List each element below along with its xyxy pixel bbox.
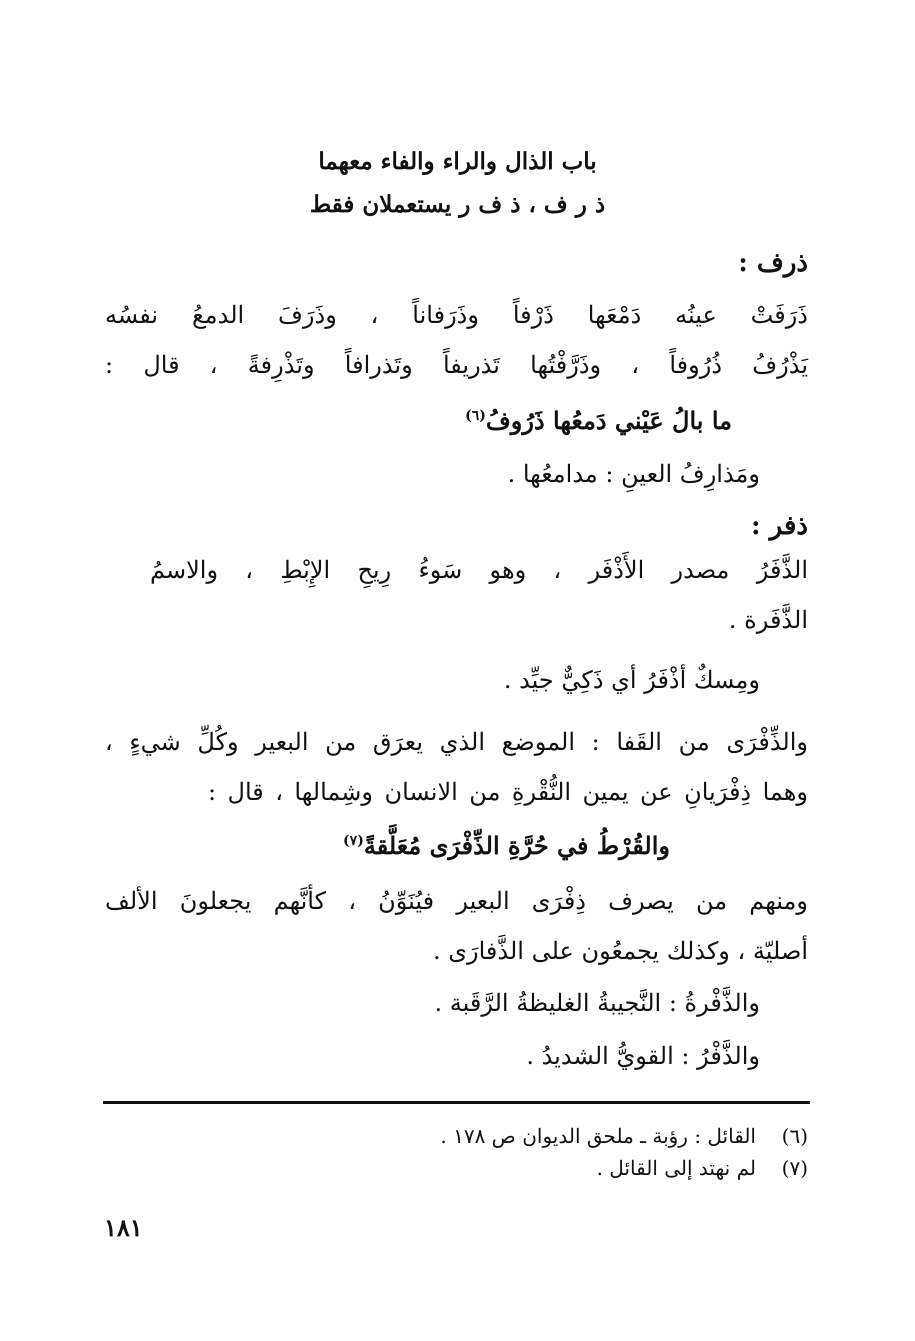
text-line: الذَّفَرُ مصدر الأَذْفَر ، وهو سَوءُ رِيحِ الإِبْطِ ، والاسمُ: [150, 556, 808, 584]
text-line: ومنهم من يصرف ذِفْرَى البعير فيُنَوِّنُ ، كأنَّهم يجعلونَ الألف: [105, 887, 808, 915]
entry-heading-dhfr: ذفر :: [750, 511, 808, 541]
verse-text: والقُرْطُ في حُرَّةِ الذِّفْرَى مُعَلَّقةً: [363, 831, 670, 860]
footnote-text: لم نهتد إلى القائل .: [596, 1156, 756, 1180]
footnote: [597, 1158, 808, 1178]
chapter-subtitle: ذ ر ف ، ذ ف ر يستعملان فقط: [309, 191, 606, 218]
text-line: يَذْرُفُ ذُرُوفاً ، وذَرَّفْتُها تَذريفاً وتَذرافاً وتَذْرِفةً ، قال :: [105, 351, 808, 379]
footnote-number: (٧): [781, 1156, 808, 1180]
footnote-separator: [103, 1101, 810, 1104]
text-line: أصليّة ، وكذلك يجمعُون على الذَّفارَى .: [432, 937, 808, 965]
footnote-number: (٦): [781, 1124, 808, 1148]
page-number: ١٨١: [104, 1213, 143, 1242]
text-line: والذَّفْرُ : القويُّ الشديدُ .: [526, 1042, 760, 1070]
text-line: وهما ذِفْرَيانِ عن يمين النُّقْرةِ من الانسان وشِمالها ، قال :: [208, 778, 808, 806]
text-line: ومِسكٌ أذْفَرُ أي ذَكِيٌّ جيِّد .: [503, 666, 760, 694]
footnote-marker: (٧): [343, 833, 364, 849]
chapter-title: باب الذال والراء والفاء معهما: [318, 148, 597, 175]
text-line: والذِّفْرَى من القَفا : الموضع الذي يعرَق من البعير وكُلِّ شيءٍ ،: [105, 728, 808, 756]
text-line: الذَّفَرة .: [728, 606, 808, 634]
entry-heading-dhrf: ذرف :: [738, 248, 808, 278]
verse-line: [343, 831, 670, 860]
footnote: [440, 1126, 808, 1146]
text-line: والذَّفْرةُ : النَّجيبةُ الغليظةُ الرَّقَبة .: [434, 989, 760, 1017]
text-line: ذَرَفَتْ عينُه دَمْعَها ذَرْفاً وذَرَفاناً ، وذَرَفَ الدمعُ نفسُه: [105, 301, 808, 329]
text-line: ومَذارِفُ العينِ : مدامعُها .: [507, 460, 760, 488]
verse-text: ما بالُ عَيْني دَمعُها ذَرُوفُ: [485, 406, 732, 435]
verse-line: [465, 406, 732, 435]
footnote-text: القائل : رؤبة ـ ملحق الديوان ص ١٧٨ .: [440, 1124, 756, 1148]
footnote-marker: (٦): [465, 408, 486, 424]
